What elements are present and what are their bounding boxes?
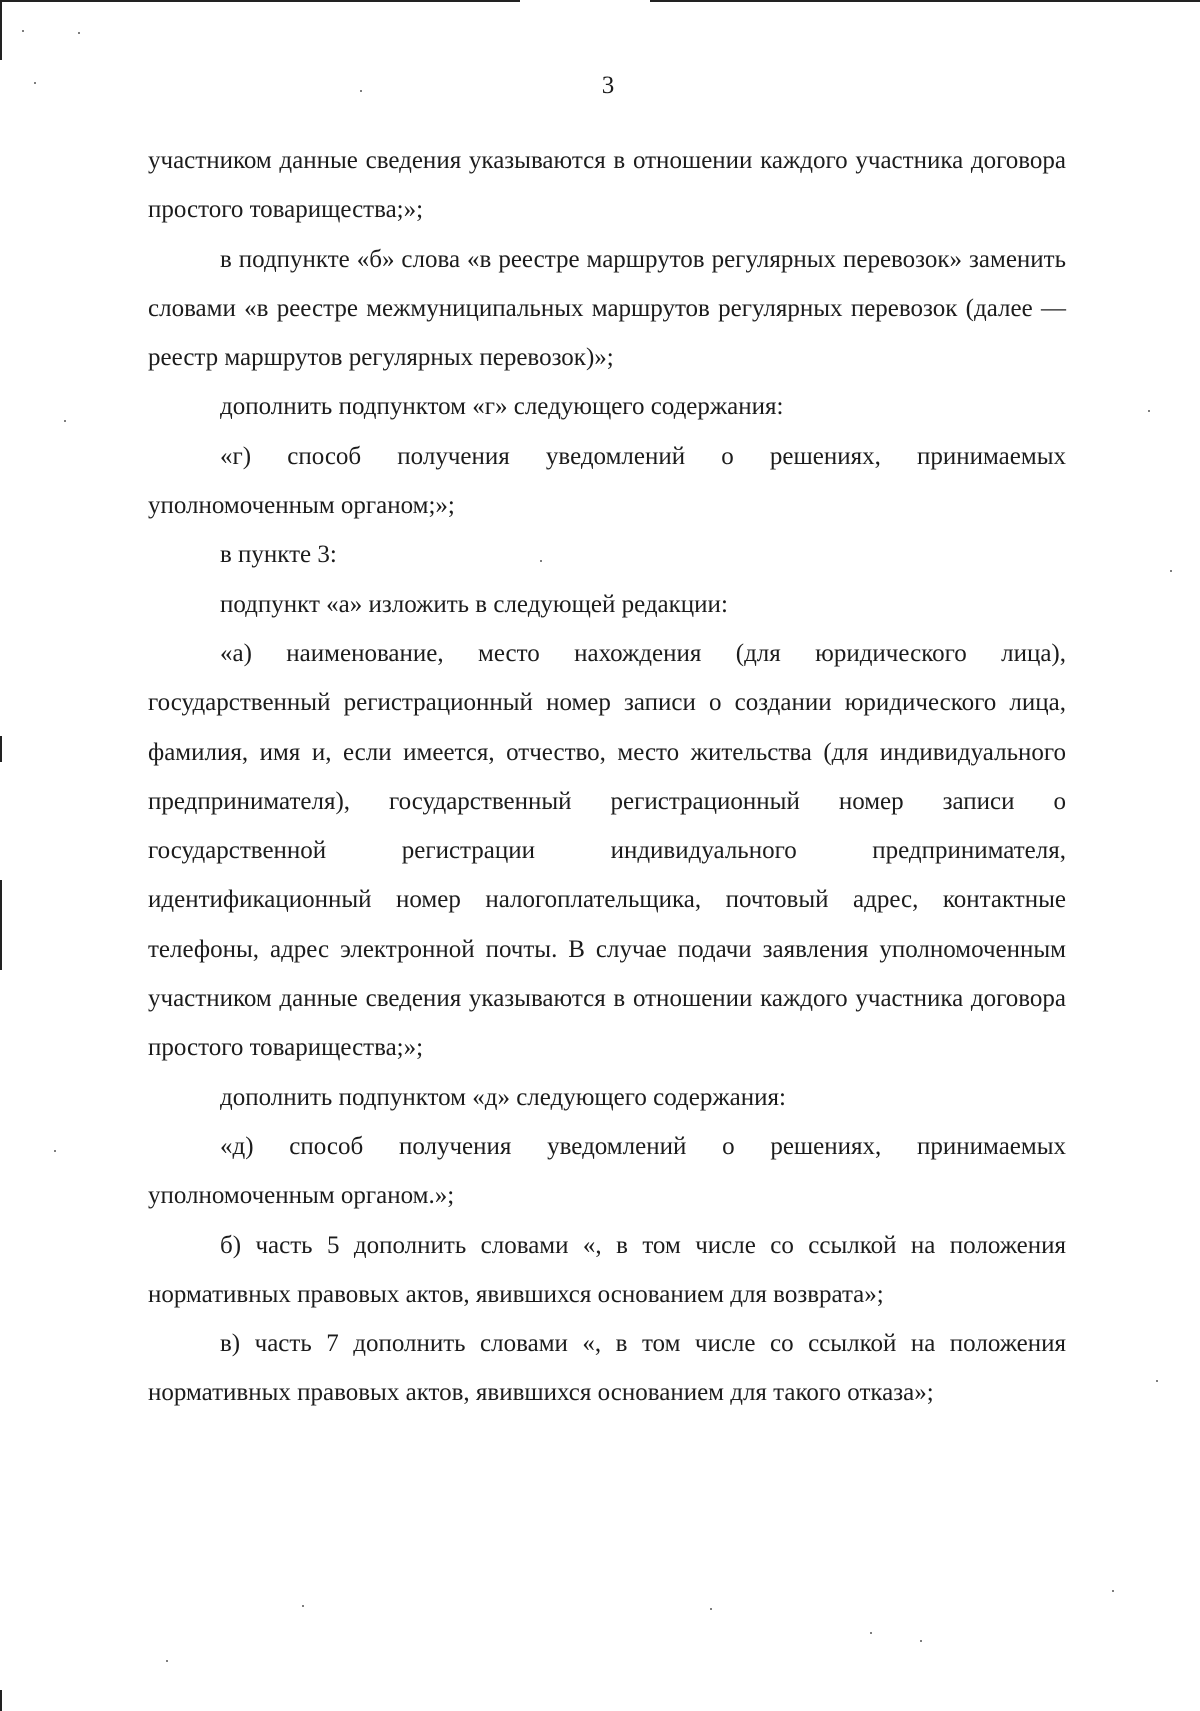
scan-top-line-right — [650, 0, 1200, 2]
scan-left-edge-mark-1 — [0, 0, 2, 60]
scan-speck — [1170, 570, 1172, 572]
paragraph: дополнить подпунктом «д» следующего содержания: — [220, 1083, 786, 1111]
document-body — [148, 136, 1066, 1418]
scan-speck — [22, 30, 24, 32]
paragraph: б) часть 5 дополнить словами «, в том числе со ссылкой на положения нормативных правовых актов, явившихся основанием для возврата»; — [148, 1231, 1066, 1308]
scan-speck — [302, 1605, 304, 1607]
scan-speck — [870, 1632, 872, 1634]
paragraph: «а) наименование, место нахождения (для юридического лица), государственный регистрационный номер записи о создании юридического лица, фамилия, имя и, если имеется, отчество, место жительства (для индивидуального предпринимателя), государственный регистрационный номер записи о государственной регистрации индивидуального предпринимателя, идентификационный номер налогоплательщика, почтовый адрес, контактные телефоны, адрес электронной почты. В случае подачи заявления уполномоченным участником данные сведения указываются в отношении каждого участника договора простого товарищества;»; — [148, 639, 1066, 1062]
scan-top-line-left — [0, 0, 520, 2]
scan-left-edge-mark-4 — [0, 1690, 2, 1711]
paragraph: «г) способ получения уведомлений о решениях, принимаемых уполномоченным органом;»; — [148, 442, 1066, 520]
paragraph: дополнить подпунктом «г» следующего содержания: — [220, 393, 784, 421]
scan-left-edge-mark-2 — [0, 736, 2, 762]
scan-speck — [166, 1660, 168, 1662]
scan-speck — [920, 1640, 922, 1642]
paragraph: участником данные сведения указываются в отношении каждого участника договора простого товарищества;»; — [148, 147, 1066, 224]
paragraph: в) часть 7 дополнить словами «, в том числе со ссылкой на положения нормативных правовых актов, явившихся основанием для такого отказа»; — [148, 1330, 1066, 1407]
scan-speck — [78, 32, 80, 34]
paragraph: в подпункте «б» слова «в реестре маршрутов регулярных перевозок» заменить словами «в реестре межмуниципальных маршрутов регулярных перевозок (далее — реестр маршрутов регулярных перевозок)»; — [148, 245, 1066, 372]
paragraph: «д) способ получения уведомлений о решениях, принимаемых уполномоченным органом.»; — [148, 1132, 1066, 1210]
paragraph: в пункте 3: — [220, 541, 337, 569]
scan-speck — [64, 420, 66, 422]
scan-speck — [54, 1150, 56, 1152]
scan-speck — [1112, 1590, 1114, 1592]
scan-speck — [1148, 410, 1150, 412]
page-number: 3 — [601, 72, 615, 99]
scan-left-edge-mark-3 — [0, 880, 2, 970]
paragraph: подпункт «а» изложить в следующей редакции: — [220, 590, 728, 618]
scan-speck — [1156, 1380, 1158, 1382]
scan-speck — [710, 1608, 712, 1610]
